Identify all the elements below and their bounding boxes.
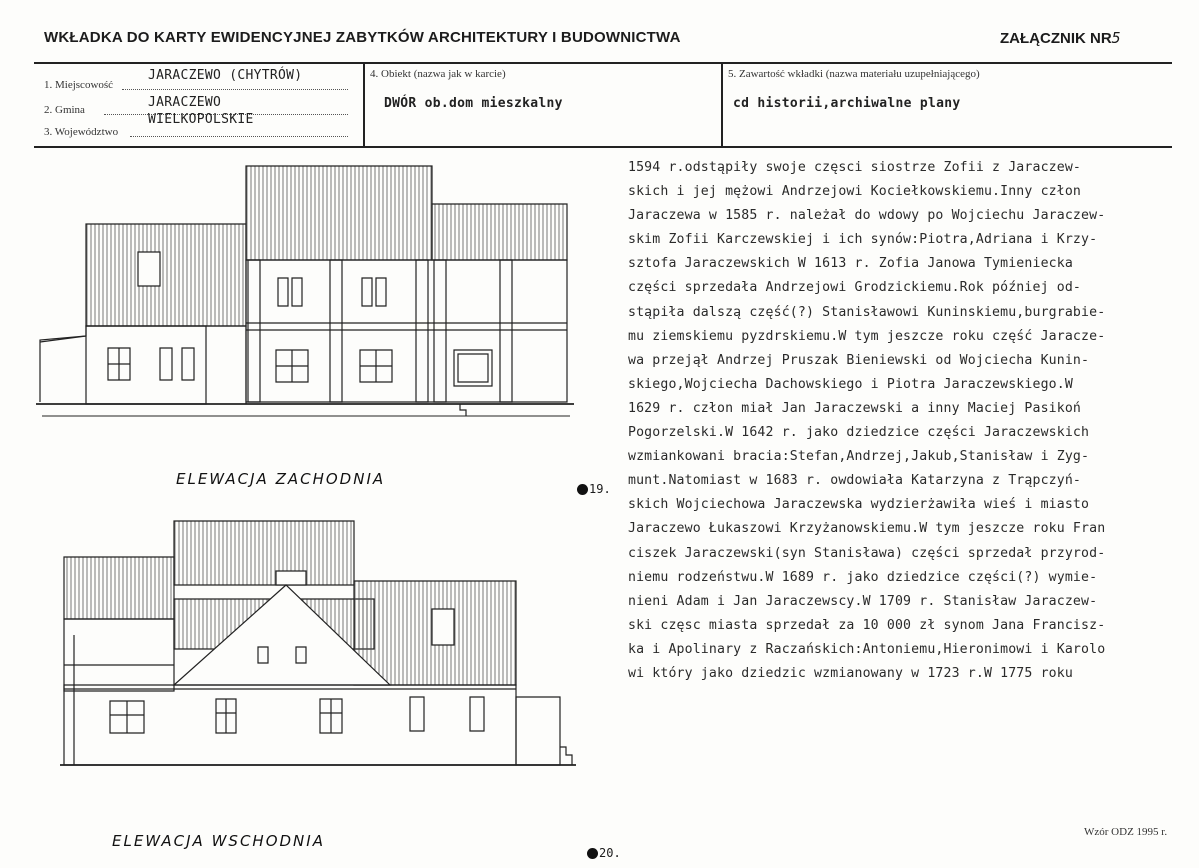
history-line: skiego,Wojciecha Dachowskiego i Piotra Jaraczewskiego.W — [628, 376, 1073, 392]
east-page-dot — [587, 848, 598, 859]
history-line: Jaraczewo Łukaszowi Krzyżanowskiemu.W tym jeszcze roku Fran — [628, 521, 1106, 537]
east-elevation-caption: ELEWACJA WSCHODNIA — [112, 832, 325, 850]
gmina-label: 2. Gmina — [44, 104, 85, 116]
form-code: Wzór ODZ 1995 r. — [1084, 826, 1168, 838]
obiekt-label: 4. Obiekt (nazwa jak w karcie) — [370, 68, 506, 80]
wojewodztwo-label: 3. Województwo — [44, 126, 119, 138]
header-bottom-rule — [34, 146, 1172, 148]
field-divider-2 — [721, 62, 723, 147]
history-line: mu ziemskiemu pyzdrskiemu.W tym jeszcze roku część Jaracze- — [628, 328, 1106, 344]
gmina-value: JARACZEWO — [148, 95, 222, 110]
history-line: wi który jako dziedzic wzmianowany w 1723 r.W 1775 roku — [628, 665, 1073, 681]
wojewodztwo-value: WIELKOPOLSKIE — [148, 112, 254, 127]
wojewodztwo-dots — [130, 136, 348, 137]
history-line: części sprzedała Andrzejowi Grodzickiemu.Rok później od- — [628, 280, 1082, 296]
west-page-number: 19. — [589, 482, 611, 496]
field-divider-1 — [363, 62, 365, 147]
zawartosc-value: cd historii,archiwalne plany — [733, 96, 961, 111]
zawartosc-label: 5. Zawartość wkładki (nazwa materiału uzupełniającego) — [728, 68, 980, 80]
miejscowosc-dots — [122, 89, 348, 90]
header-top-rule — [34, 62, 1172, 64]
attachment-number-value: 5 — [1111, 29, 1121, 47]
history-line: skich Wojciechowa Jaraczewska wydzierżawiła wieś i miasto — [628, 497, 1090, 513]
west-elevation-caption: ELEWACJA ZACHODNIA — [176, 470, 386, 488]
history-line: skim Zofii Karczewskiej i ich synów:Piotra,Adriana i Krzy- — [628, 232, 1098, 248]
history-line: wa przejął Andrzej Pruszak Bieniewski od Wojciecha Kunin- — [628, 352, 1090, 368]
miejscowosc-label: 1. Miejscowość — [44, 79, 114, 91]
miejscowosc-value: JARACZEWO (CHYTRÓW) — [148, 68, 303, 83]
history-line: 1594 r.odstąpiły swoje częsci siostrze Zofii z Jaraczew- — [628, 160, 1082, 175]
history-line: 1629 r. człon miał Jan Jaraczewski a inny Maciej Pasikoń — [628, 400, 1082, 416]
east-page-number: 20. — [599, 846, 621, 860]
history-line: ski częsc miasta sprzedał za 10 000 zł synom Jana Francisz- — [628, 617, 1106, 633]
attachment-number — [1000, 29, 1121, 47]
history-line: nieni Adam i Jan Jaraczewscy.W 1709 r. Stanisław Jaraczew- — [628, 593, 1098, 609]
history-line: stąpiła dalszą część(?) Stanisławowi Kuninskiemu,burgrabie- — [628, 304, 1106, 320]
obiekt-value: DWÓR ob.dom mieszkalny — [384, 96, 563, 111]
history-line: niemu rodzeństwu.W 1689 r. jako dziedzice części(?) wymie- — [628, 569, 1098, 585]
history-line: sztofa Jaraczewskich W 1613 r. Zofia Janowa Tymieniecka — [628, 256, 1073, 272]
history-line: munt.Natomiast w 1683 r. owdowiała Katarzyna z Trąpczyń- — [628, 473, 1082, 489]
history-line: wzmiankowani bracia:Stefan,Andrzej,Jakub,Stanisław i Zyg- — [628, 449, 1090, 465]
history-line: Pogorzelski.W 1642 r. jako dziedzice części Jaraczewskich — [628, 425, 1090, 441]
history-line: skich i jej mężowi Andrzejowi Kociełkowskiemu.Inny człon — [628, 184, 1082, 200]
west-page-dot — [577, 484, 588, 495]
history-line: ka i Apolinary z Raczańskich:Antoniemu,Hieronimowi i Karolo — [628, 641, 1106, 657]
west-elevation-drawing — [34, 160, 579, 430]
east-elevation-drawing — [34, 515, 584, 770]
history-line: Jaraczewa w 1585 r. należał do wdowy po Wojciechu Jaraczew- — [628, 208, 1106, 224]
form-title: WKŁADKA DO KARTY EWIDENCYJNEJ ZABYTKÓW ARCHITEKTURY I BUDOWNICTWA — [44, 29, 681, 46]
history-line: ciszek Jaraczewski(syn Stanisława) części sprzedał przyrod- — [628, 545, 1106, 561]
attachment-label: ZAŁĄCZNIK NR — [1000, 30, 1112, 47]
history-text — [628, 156, 1183, 686]
